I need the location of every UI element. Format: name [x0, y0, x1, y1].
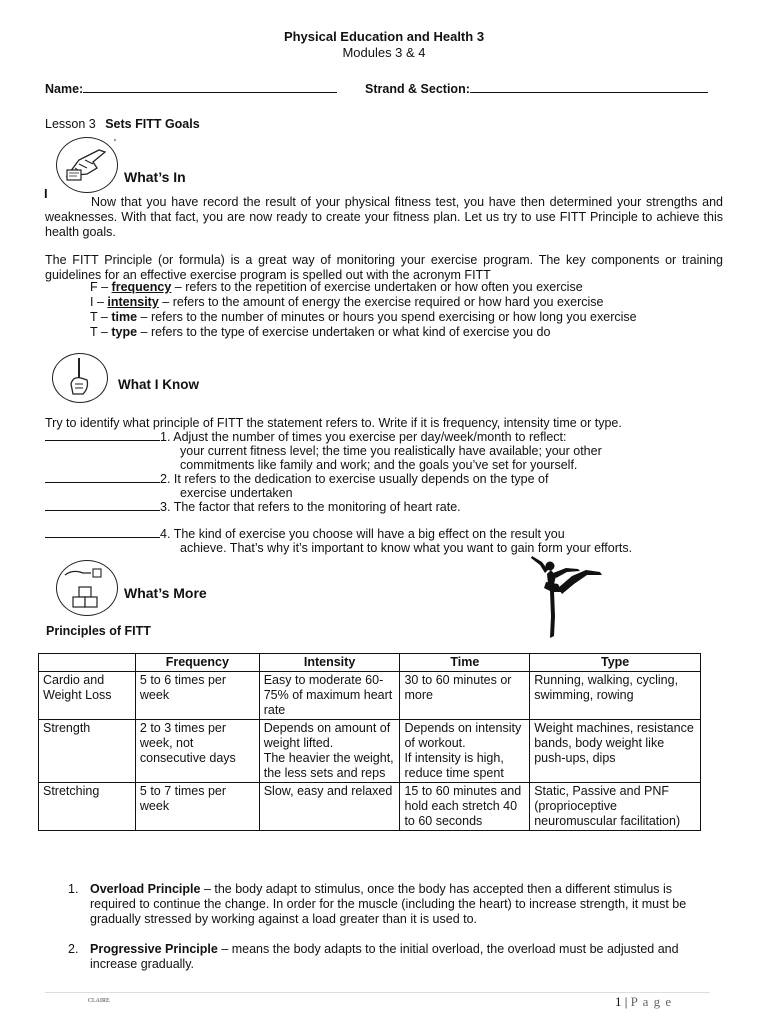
fitt-item-time: T – time – refers to the number of minutes or hours you spend exercising or how long you exercise: [90, 310, 637, 324]
table-header-row: [39, 654, 701, 672]
small-mark: ': [114, 138, 116, 149]
answer-blank-3[interactable]: [45, 509, 160, 511]
table-cell: 5 to 6 times per week: [135, 672, 259, 720]
strand-label: Strand & Section:: [365, 82, 470, 96]
principle-number-2: 2.: [68, 942, 79, 956]
whats-in-intro: Now that you have record the result of your physical fitness test, you have then determined your strengths and weaknesses. With that fact, you are now ready to create your fitness plan. Let us try to use FITT Principle to achieve this health goals.: [45, 195, 723, 239]
name-field[interactable]: [83, 91, 337, 93]
table-cell: Slow, easy and relaxed: [259, 783, 400, 831]
table-cell: 30 to 60 minutes or more: [400, 672, 530, 720]
fitt-item-type: T – type – refers to the type of exercise undertaken or what kind of exercise you do: [90, 325, 551, 339]
what-i-know-item-2: 2. It refers to the dedication to exercise usually depends on the type of exercise undertaken: [45, 472, 548, 500]
fitt-components: [90, 280, 637, 340]
what-i-know-item-1: 1. Adjust the number of times you exercise per day/week/month to reflect: your current fitness level; the time you realistically have available; your other commitments like family and work; and the goals you’ve set for yourself.: [45, 430, 602, 472]
page-number: 1 | P a g e: [615, 994, 673, 1009]
principle-overload: Overload Principle – the body adapt to stimulus, once the body has accepted then a different stimulus is required to continue the change. In order for the muscle (including the heart) to increase strength, it must be gradually stressed by working against a load greater than it is used to.: [90, 882, 687, 926]
fitt-item-intensity: I – intensity – refers to the amount of energy the exercise required or how hard you exercise: [90, 295, 604, 309]
whats-in-heading: What’s In: [124, 169, 186, 185]
table-cell: 15 to 60 minutes and hold each stretch 40 to 60 seconds: [400, 783, 530, 831]
table-cell: 5 to 7 times per week: [135, 783, 259, 831]
fitt-table: [38, 653, 701, 831]
what-i-know-heading: What I Know: [118, 377, 199, 392]
whats-more-heading: What’s More: [124, 585, 207, 601]
column-header-type: Type: [530, 654, 701, 672]
table-cell: Stretching: [39, 783, 136, 831]
lesson-heading: [45, 117, 200, 131]
hand-pencil-icon: [52, 353, 108, 403]
table-row: [39, 783, 701, 831]
hand-blocks-icon: [56, 560, 118, 616]
column-header-intensity: Intensity: [259, 654, 400, 672]
table-cell: 2 to 3 times per week, not consecutive days: [135, 720, 259, 783]
strand-row: [365, 82, 708, 96]
table-cell: Strength: [39, 720, 136, 783]
answer-blank-1[interactable]: [45, 439, 160, 441]
fitt-item-frequency: F – frequency – refers to the repetition of exercise undertaken or how often you exercise: [90, 280, 583, 294]
document-subtitle: Modules 3 & 4: [342, 45, 426, 60]
table-cell: Easy to moderate 60-75% of maximum heart rate: [259, 672, 400, 720]
answer-blank-4[interactable]: [45, 536, 160, 538]
table-row: [39, 672, 701, 720]
table-row: [39, 720, 701, 783]
footer-divider: [45, 992, 710, 993]
name-row: [45, 82, 337, 96]
what-i-know-item-4: 4. The kind of exercise you choose will have a big effect on the result you achieve. That’s why it’s important to know what you want to gain form your efforts.: [45, 527, 632, 555]
table-cell: Depends on intensity of workout. If intensity is high, reduce time spent: [400, 720, 530, 783]
lesson-number: Lesson 3: [45, 117, 96, 131]
table-cell: Weight machines, resistance bands, body weight like push-ups, dips: [530, 720, 701, 783]
fitt-intro: The FITT Principle (or formula) is a great way of monitoring your exercise program. The key components or training guidelines for an effective exercise program is spelled out with the acronym FITT: [45, 253, 723, 282]
table-cell: Depends on amount of weight lifted. The heavier the weight, the less sets and reps: [259, 720, 400, 783]
strand-field[interactable]: [470, 91, 708, 93]
table-cell: Static, Passive and PNF (proprioceptive neuromuscular facilitation): [530, 783, 701, 831]
column-header-frequency: Frequency: [135, 654, 259, 672]
fitt-table-title: Principles of FITT: [46, 624, 151, 638]
name-label: Name:: [45, 82, 84, 96]
principle-progressive: Progressive Principle – means the body adapts to the initial overload, the overload must be adjusted and increase gradually.: [90, 942, 679, 971]
table-cell: Cardio and Weight Loss: [39, 672, 136, 720]
column-header: [39, 654, 136, 672]
column-header-time: Time: [400, 654, 530, 672]
what-i-know-item-3: 3. The factor that refers to the monitoring of heart rate.: [45, 500, 461, 514]
lesson-title: Sets FITT Goals: [105, 117, 200, 131]
ballerina-silhouette: [520, 556, 606, 640]
footer-author: CLAIRE: [88, 998, 110, 1004]
answer-blank-2[interactable]: [45, 481, 160, 483]
hand-writing-icon: [56, 137, 118, 193]
what-i-know-instruction: Try to identify what principle of FITT the statement refers to. Write if it is frequency, intensity time or type.: [45, 416, 622, 430]
document-title: Physical Education and Health 3: [283, 29, 485, 44]
whats-in-marker: I: [44, 186, 48, 201]
table-cell: Running, walking, cycling, swimming, rowing: [530, 672, 701, 720]
principle-number-1: 1.: [68, 882, 79, 896]
